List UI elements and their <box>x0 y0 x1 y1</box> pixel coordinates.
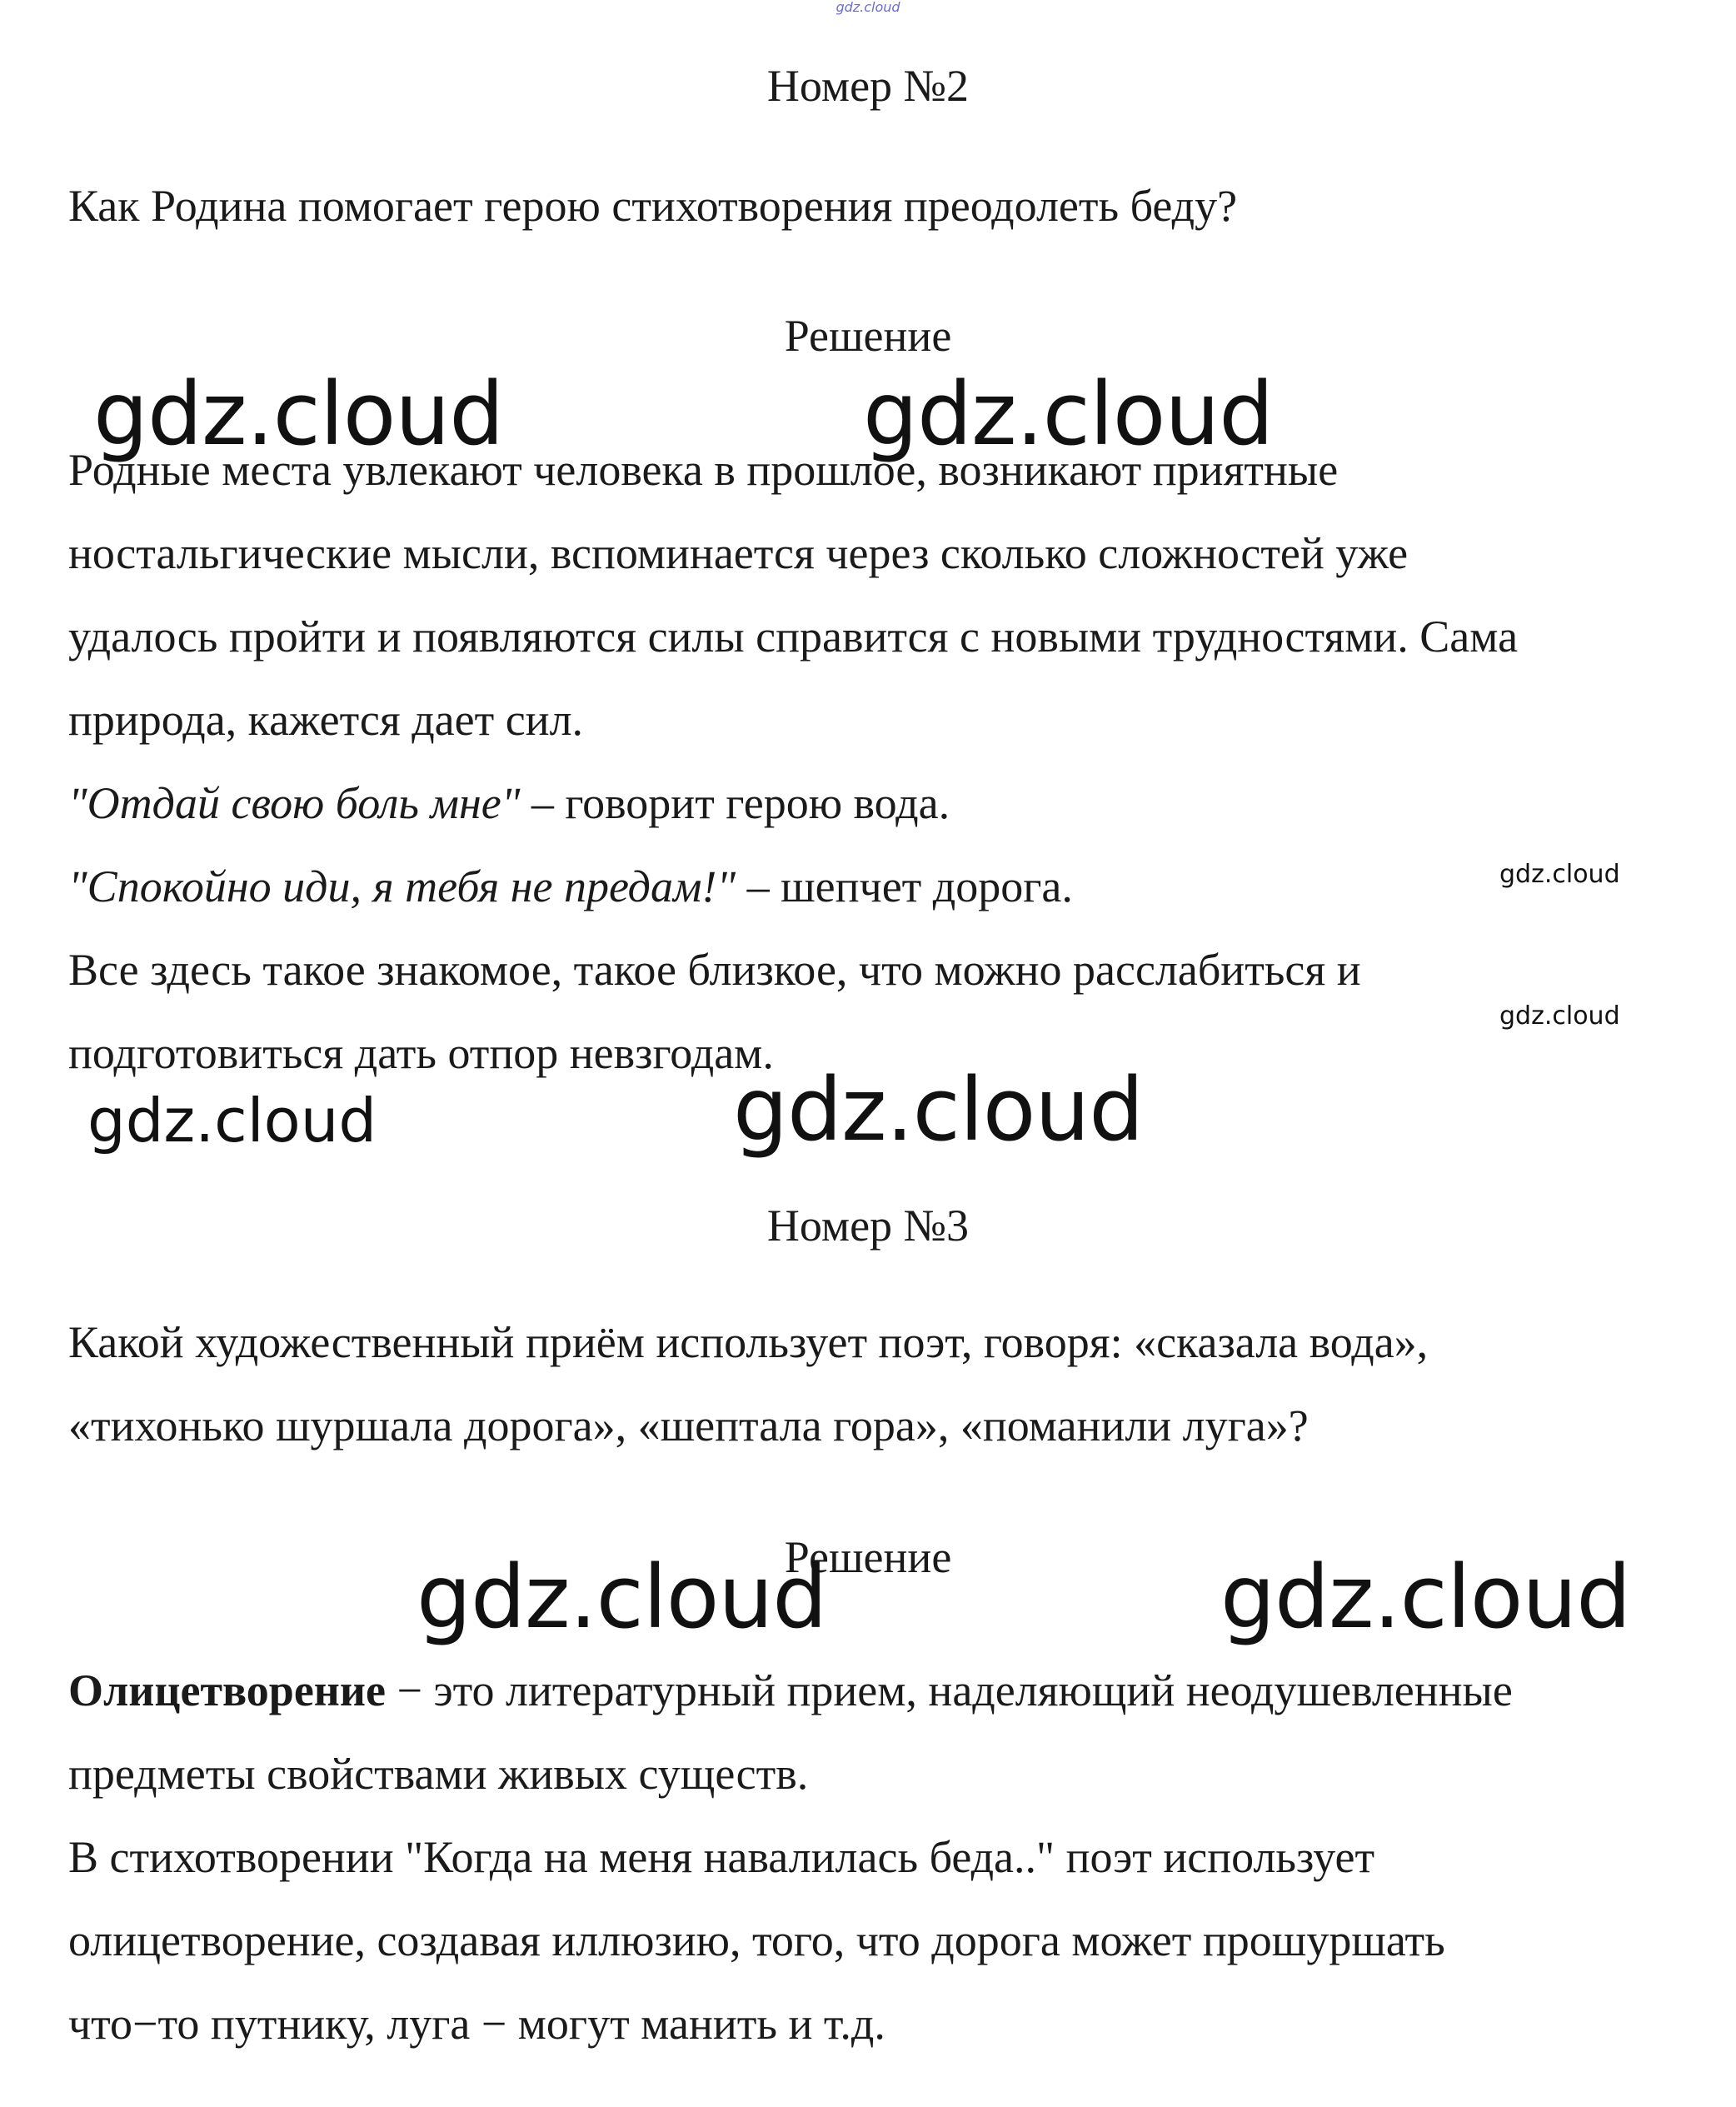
explanation-line: олицетворение, создавая иллюзию, того, что дорога может прошуршать <box>68 1915 1445 1965</box>
watermark: gdz.cloud <box>863 363 1274 465</box>
quote-road-rest: – шепчет дорога. <box>736 861 1073 911</box>
explanation-line: В стихотворении "Когда на меня навалилась беда.." поэт использует <box>68 1832 1375 1882</box>
watermark: gdz.cloud <box>1499 1001 1620 1031</box>
quote-water-italic: "Отдай свою боль мне" <box>68 778 521 828</box>
quote-water <box>68 777 950 829</box>
watermark: gdz.cloud <box>733 1059 1144 1161</box>
definition-rest: − это литературный прием, наделяющий неодушевленные <box>386 1665 1513 1715</box>
section2-question: Как Родина помогает герою стихотворения преодолеть беду? <box>68 181 1238 231</box>
section2-solution-label: Решение <box>784 311 952 361</box>
quote-water-rest: – говорит герою вода. <box>520 778 950 828</box>
definition-line <box>68 1665 1513 1716</box>
watermark: gdz.cloud <box>87 1086 377 1156</box>
header-watermark: gdz.cloud <box>836 0 900 15</box>
closing-line: Все здесь такое знакомое, такое близкое, что можно расслабиться и <box>68 945 1361 995</box>
definition-term: Олицетворение <box>68 1665 387 1715</box>
watermark: gdz.cloud <box>93 363 504 465</box>
answer-line: удалось пройти и появляются силы справится с новыми трудностями. Сама <box>68 612 1519 662</box>
definition-line: предметы свойствами живых существ. <box>68 1749 809 1799</box>
section2-title: Номер №2 <box>766 61 970 111</box>
question-line: «тихонько шуршала дорога», «шептала гора», «поманили луга»? <box>68 1401 1309 1450</box>
closing-line: подготовиться дать отпор невзгодам. <box>68 1028 774 1078</box>
quote-road-italic: "Спокойно иди, я тебя не предам!" <box>68 861 736 911</box>
explanation-line: что−то путнику, луга − могут манить и т.д. <box>68 1999 885 2049</box>
answer-line: природа, кажется дает сил. <box>68 695 584 745</box>
section3-solution-label: Решение <box>784 1532 952 1582</box>
section3-title: Номер №3 <box>766 1201 970 1251</box>
question-line: Какой художественный приём использует поэт, говоря: «сказала вода», <box>68 1317 1429 1367</box>
watermark: gdz.cloud <box>417 1546 827 1648</box>
answer-line: Родные места увлекают человека в прошлое, возникают приятные <box>68 445 1339 495</box>
answer-line: ностальгические мысли, вспоминается через сколько сложностей уже <box>68 528 1409 578</box>
quote-road <box>68 861 1073 912</box>
watermark: gdz.cloud <box>1499 860 1620 889</box>
watermark: gdz.cloud <box>1220 1546 1631 1648</box>
